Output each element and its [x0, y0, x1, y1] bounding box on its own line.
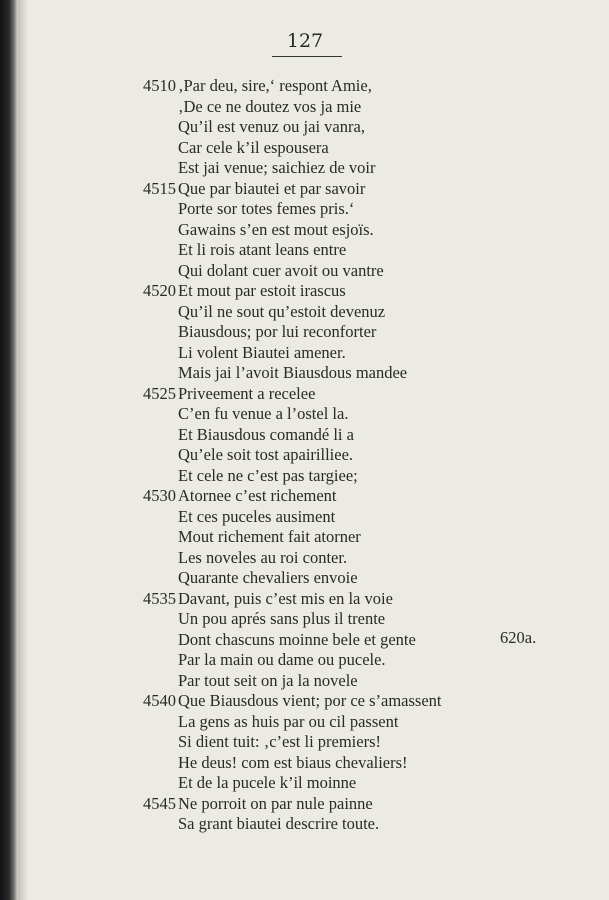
- verse-line: [0, 158, 609, 179]
- line-number: 4530: [143, 486, 176, 505]
- line-text: Que Biausdous vient; por ce s’amassent: [178, 691, 442, 710]
- verse-line: [0, 589, 609, 610]
- line-number: 4540: [143, 691, 176, 710]
- verse-line: [0, 773, 609, 794]
- line-text: Que par biautei et par savoir: [178, 178, 366, 198]
- line-text: Si dient tuit: ‚c’est li premiers!: [178, 732, 381, 751]
- line-number: 4525: [143, 383, 176, 403]
- line-text: Par tout seit on ja la novele: [178, 670, 358, 690]
- verse-line: [0, 117, 609, 138]
- line-text: Et de la pucele k’il moinne: [178, 773, 357, 792]
- line-number: 4545: [143, 793, 176, 813]
- line-text: Davant, puis c’est mis en la voie: [178, 588, 393, 608]
- line-text: He deus! com est biaus chevaliers!: [178, 752, 408, 772]
- verse-line: [0, 486, 609, 507]
- verse-line: [0, 343, 609, 364]
- line-text: Porte sor totes femes pris.‘: [178, 199, 355, 218]
- verse-line: [0, 179, 609, 200]
- verse-line: [0, 568, 609, 589]
- verse-line: [0, 609, 609, 630]
- line-text: Mout richement fait atorner: [178, 527, 361, 546]
- line-number: 4510: [143, 76, 176, 95]
- verse-line: [0, 404, 609, 425]
- verse-line: [0, 302, 609, 323]
- verse-line: [0, 199, 609, 220]
- verse-line: [0, 794, 609, 815]
- line-text: Gawains s’en est mout esjoïs.: [178, 219, 374, 239]
- line-text: Quarante chevaliers envoie: [178, 568, 358, 587]
- page-number-rule: [272, 56, 342, 57]
- verse-line: [0, 507, 609, 528]
- line-text: Et Biausdous comandé li a: [178, 424, 354, 444]
- line-text: Biausdous; por lui reconforter: [178, 322, 377, 341]
- line-text: ‚Par deu, sire,‘ respont Amie,: [178, 76, 372, 95]
- line-text: Qu’ele soit tost apairilliee.: [178, 445, 354, 464]
- line-text: Sa grant biautei descrire toute.: [178, 814, 380, 833]
- line-text: ‚De ce ne doutez vos ja mie: [178, 96, 362, 116]
- verse-line: [0, 138, 609, 159]
- line-number: 4515: [143, 178, 176, 198]
- line-text: Qu’il ne sout qu’estoit devenuz: [178, 301, 386, 321]
- verse-text: [0, 76, 609, 835]
- line-text: Et cele ne c’est pas targiee;: [178, 465, 358, 485]
- line-text: Qu’il est venuz ou jai vanra,: [178, 117, 365, 136]
- verse-line: [0, 712, 609, 733]
- verse-line: [0, 814, 609, 835]
- line-text: Et ces puceles ausiment: [178, 506, 336, 526]
- line-text: Par la main ou dame ou pucele.: [178, 650, 386, 669]
- line-text: Dont chascuns moinne bele et gente: [178, 629, 416, 649]
- verse-line: [0, 691, 609, 712]
- verse-line: [0, 384, 609, 405]
- line-text: Les noveles au roi conter.: [178, 547, 348, 567]
- verse-line: [0, 261, 609, 282]
- folio-marker: 620a.: [500, 628, 537, 647]
- page-number: 127: [286, 30, 324, 52]
- verse-line: [0, 281, 609, 302]
- verse-line: [0, 425, 609, 446]
- verse-line: [0, 527, 609, 548]
- line-text: Atornee c’est richement: [178, 486, 337, 505]
- verse-line: [0, 650, 609, 671]
- verse-line: [0, 76, 609, 97]
- line-number: 4535: [143, 588, 176, 608]
- verse-line: [0, 240, 609, 261]
- verse-line: [0, 548, 609, 569]
- line-text: Car cele k’il espousera: [178, 137, 329, 157]
- line-text: Et li rois atant leans entre: [178, 240, 347, 259]
- line-text: La gens as huis par ou cil passent: [178, 711, 399, 731]
- line-text: Est jai venue; saichiez de voir: [178, 158, 376, 177]
- line-text: Et mout par estoit irascus: [178, 281, 346, 300]
- line-text: Qui dolant cuer avoit ou vantre: [178, 260, 384, 280]
- verse-line: [0, 466, 609, 487]
- verse-line: [0, 445, 609, 466]
- line-text: Un pou aprés sans plus il trente: [178, 609, 386, 628]
- verse-line: [0, 363, 609, 384]
- verse-line: [0, 753, 609, 774]
- line-text: C’en fu venue a l’ostel la.: [178, 404, 349, 423]
- verse-line: [0, 732, 609, 753]
- verse-line: [0, 322, 609, 343]
- verse-line: [0, 220, 609, 241]
- line-text: Priveement a recelee: [178, 383, 316, 403]
- line-text: Li volent Biautei amener.: [178, 342, 346, 362]
- line-number: 4520: [143, 281, 176, 300]
- line-text: Ne porroit on par nule painne: [178, 793, 373, 813]
- verse-line: [0, 671, 609, 692]
- verse-line: [0, 97, 609, 118]
- line-text: Mais jai l’avoit Biausdous mandee: [178, 363, 408, 382]
